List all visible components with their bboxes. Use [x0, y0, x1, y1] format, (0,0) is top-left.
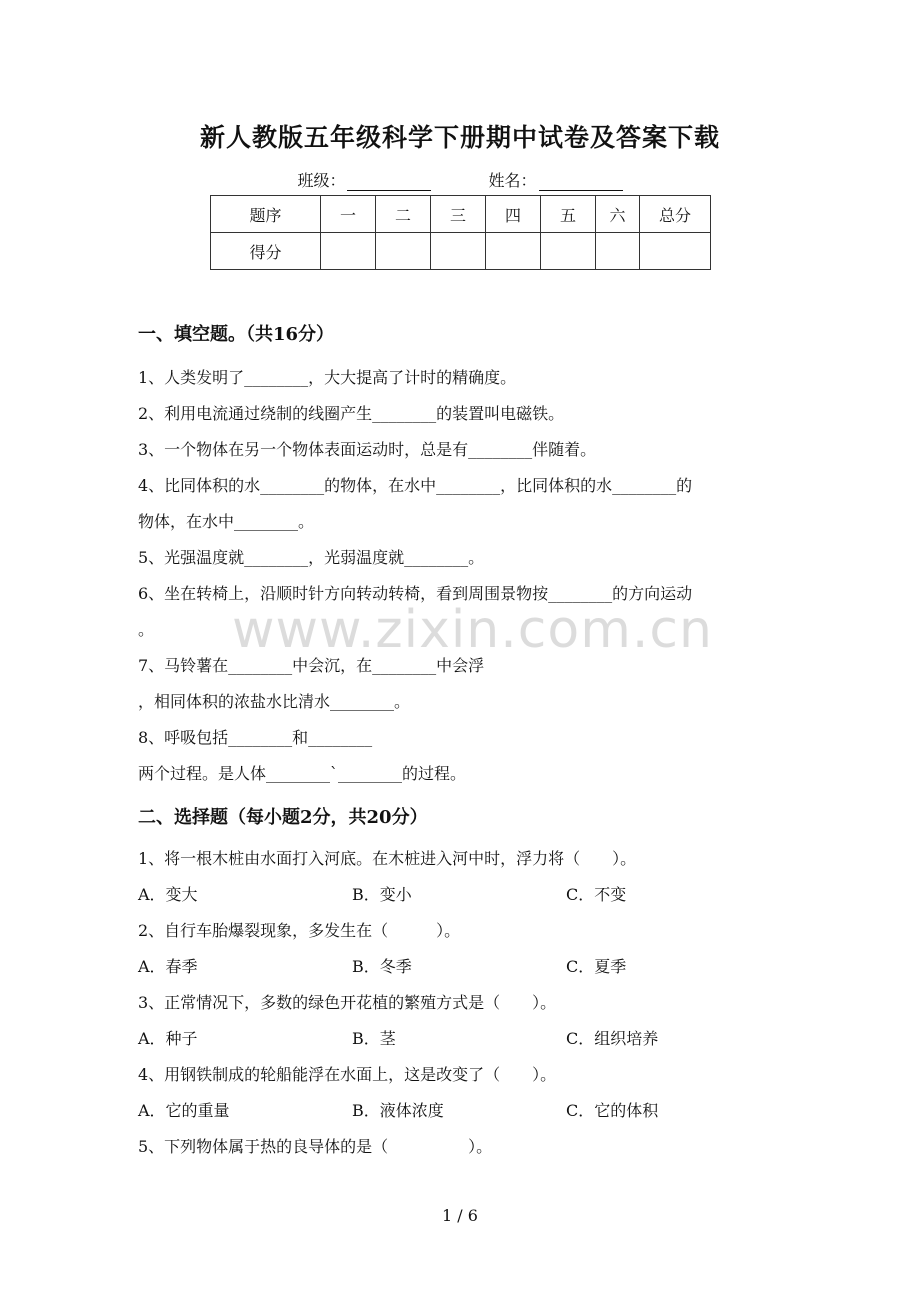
option-a: A．种子: [138, 1029, 198, 1048]
option-b: B．液体浓度: [352, 1101, 444, 1120]
choice-question: 2、自行车胎爆裂现象，多发生在（ ）。: [138, 921, 461, 940]
watermark: www.zixin.com.cn: [232, 600, 713, 660]
class-blank: [347, 173, 431, 191]
score-header-cell: 总分: [640, 196, 711, 233]
score-cell: [541, 233, 596, 270]
option-a: A．春季: [138, 957, 198, 976]
option-a: A．变大: [138, 885, 198, 904]
choice-question: 1、将一根木桩由水面打入河底。在木桩进入河中时，浮力将（ ）。: [138, 849, 637, 868]
question-line: 6、坐在转椅上，沿顺时针方向转动转椅，看到周围景物按________的方向运动: [138, 584, 693, 603]
name-blank: [539, 173, 623, 191]
score-header-cell: 题序: [211, 196, 321, 233]
question-line: ，相同体积的浓盐水比清水________。: [138, 692, 411, 711]
question-line: 8、呼吸包括________和________: [138, 728, 373, 747]
option-a: A．它的重量: [138, 1101, 230, 1120]
question-line: 两个过程。是人体________`________的过程。: [138, 764, 467, 783]
student-info: [0, 168, 920, 191]
option-b: B．冬季: [352, 957, 412, 976]
option-b: B．变小: [352, 885, 412, 904]
score-table-header-row: [211, 196, 711, 233]
option-c: C．它的体积: [566, 1101, 659, 1120]
class-label: 班级：: [297, 171, 346, 190]
score-header-cell: 三: [431, 196, 486, 233]
choice-question: 3、正常情况下，多数的绿色开花植的繁殖方式是（ ）。: [138, 993, 557, 1012]
score-table-score-row: [211, 233, 711, 270]
question-line: 物体，在水中________。: [138, 512, 315, 531]
question-line: 1、人类发明了________，大大提高了计时的精确度。: [138, 368, 517, 387]
question-line: 。: [138, 620, 155, 639]
class-field: [297, 168, 431, 191]
score-header-cell: 二: [376, 196, 431, 233]
name-field: [489, 168, 623, 191]
score-header-cell: 五: [541, 196, 596, 233]
question-line: 7、马铃薯在________中会沉，在________中会浮: [138, 656, 485, 675]
choice-question: 5、下列物体属于热的良导体的是（ ）。: [138, 1137, 493, 1156]
score-cell: [321, 233, 376, 270]
question-line: 3、一个物体在另一个物体表面运动时，总是有________伴随着。: [138, 440, 597, 459]
option-c: C．夏季: [566, 957, 627, 976]
section-choice-heading: 二、选择题（每小题2分，共20分）: [138, 807, 428, 828]
question-line: 4、比同体积的水________的物体，在水中________，比同体积的水________的: [138, 476, 693, 495]
choice-question: 4、用钢铁制成的轮船能浮在水面上，这是改变了（ ）。: [138, 1065, 557, 1084]
question-line: 2、利用电流通过绕制的线圈产生________的装置叫电磁铁。: [138, 404, 565, 423]
page-number: 1 / 6: [442, 1206, 478, 1225]
name-label: 姓名：: [488, 171, 537, 190]
page-title: 新人教版五年级科学下册期中试卷及答案下载: [199, 123, 720, 152]
option-b: B．茎: [352, 1029, 396, 1048]
option-c: C．不变: [566, 885, 627, 904]
score-cell: [640, 233, 711, 270]
score-cell: [596, 233, 640, 270]
score-header-cell: 六: [596, 196, 640, 233]
score-cell: [376, 233, 431, 270]
score-cell: [486, 233, 541, 270]
option-c: C．组织培养: [566, 1029, 659, 1048]
score-row-label: 得分: [211, 233, 321, 270]
score-table: [210, 195, 711, 270]
score-header-cell: 四: [486, 196, 541, 233]
score-header-cell: 一: [321, 196, 376, 233]
score-cell: [431, 233, 486, 270]
section-fill-blank-heading: 一、填空题。（共16分）: [138, 324, 335, 345]
question-line: 5、光强温度就________，光弱温度就________。: [138, 548, 485, 567]
